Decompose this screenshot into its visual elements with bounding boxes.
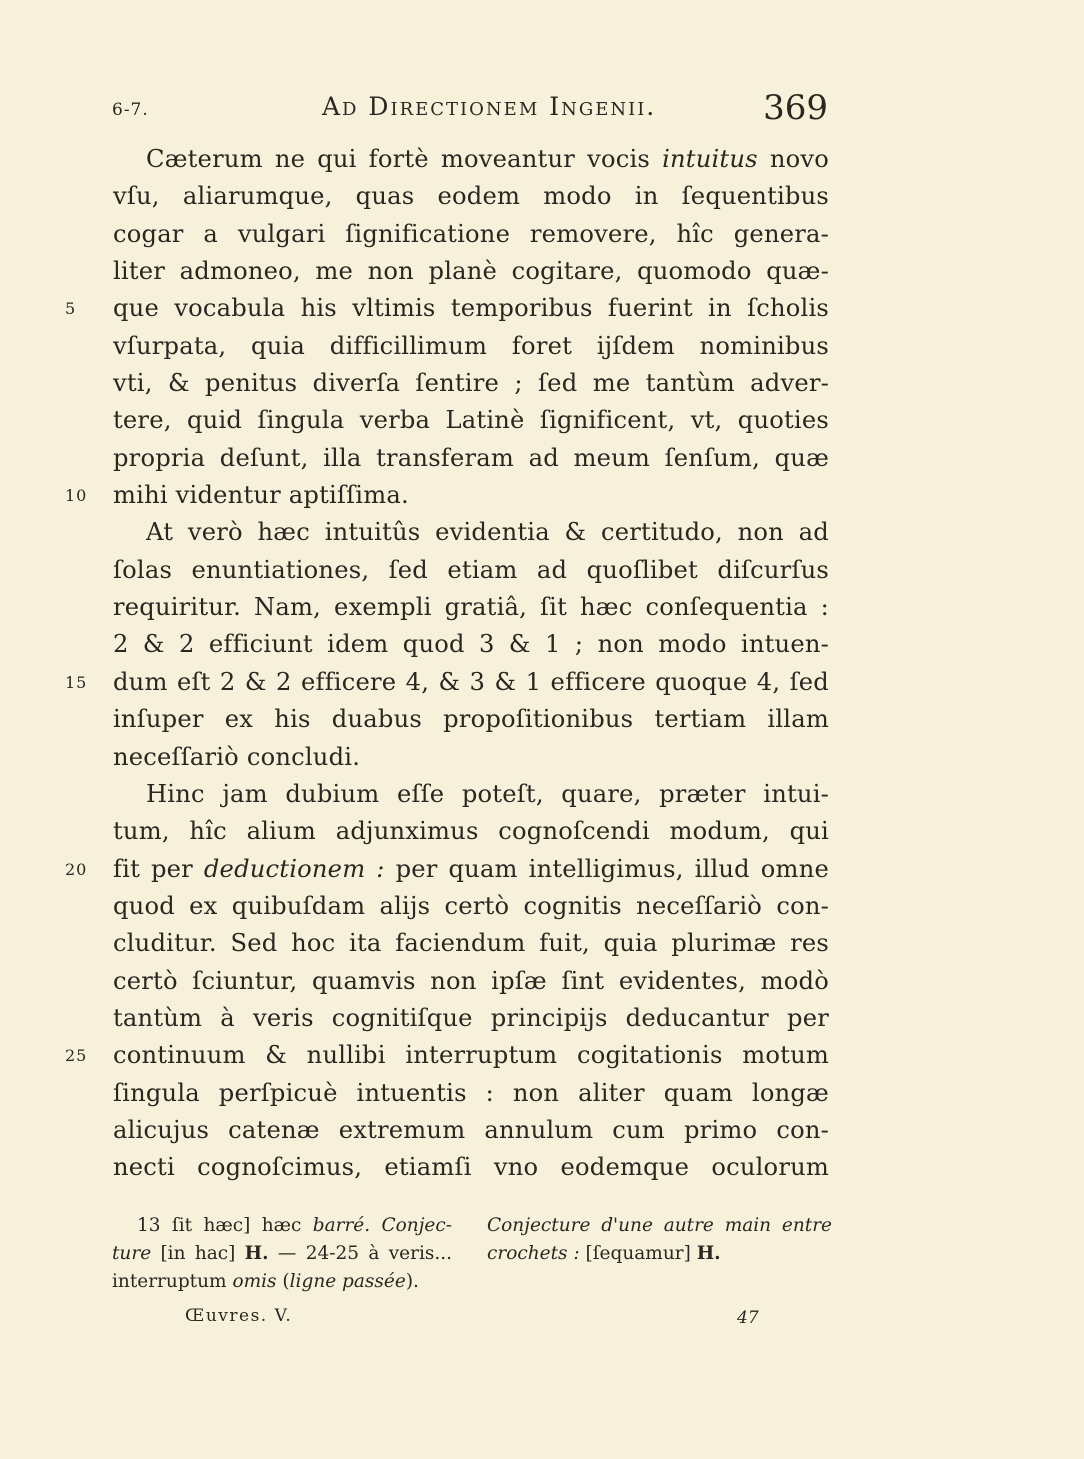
text-run: ture bbox=[112, 1243, 152, 1264]
text-run: certò ſciuntur, quamvis non ipſæ ſint evidentes, modò bbox=[113, 966, 829, 995]
text-line bbox=[65, 1037, 829, 1074]
line-number: 10 bbox=[65, 486, 88, 506]
text-run: per quam intelligimus, illud omne bbox=[384, 854, 829, 883]
text-line bbox=[65, 290, 829, 327]
footnote-line bbox=[487, 1212, 832, 1240]
text-run: alicujus catenæ extremum annulum cum primo con- bbox=[113, 1115, 829, 1144]
text-run: cogar a vulgari ſignificatione removere, hîc genera- bbox=[113, 219, 829, 248]
text-run: dum eſt 2 & 2 efficere 4, & 3 & 1 efficere quoque 4, ſed bbox=[113, 667, 829, 696]
text-line bbox=[113, 813, 829, 850]
text-line bbox=[113, 739, 829, 776]
text-run: H. bbox=[244, 1243, 269, 1264]
text-line bbox=[113, 1149, 829, 1186]
text-run: propria deſunt, illa transferam ad meum ſenſum, quæ bbox=[113, 443, 829, 472]
footnote-line bbox=[487, 1240, 832, 1268]
footnote-line bbox=[112, 1268, 452, 1296]
text-run: ( bbox=[276, 1271, 290, 1292]
running-header bbox=[112, 88, 828, 128]
text-run: deductionem : bbox=[203, 854, 385, 883]
text-run: novo bbox=[757, 145, 829, 173]
text-run: Cæterum ne qui fortè moveantur vocis bbox=[146, 145, 663, 173]
text-run: omis bbox=[232, 1271, 277, 1292]
text-line bbox=[113, 402, 829, 439]
text-run: liter admoneo, me non planè cogitare, quomodo quæ- bbox=[113, 257, 829, 286]
footnote-column-left bbox=[112, 1212, 452, 1296]
text-run: quod ex quibuſdam alijs certò cognitis neceſſariò con- bbox=[113, 891, 829, 920]
text-line bbox=[113, 514, 829, 551]
text-line bbox=[113, 141, 829, 178]
text-run: mihi videntur aptiſſima. bbox=[113, 481, 409, 510]
text-run: H. bbox=[696, 1243, 721, 1264]
text-run: intuitus bbox=[662, 145, 758, 173]
line-number: 15 bbox=[65, 672, 88, 692]
footnote-column-right bbox=[487, 1212, 832, 1268]
volume-signature: Œuvres. V. bbox=[185, 1306, 293, 1326]
text-run: neceſſariò concludi. bbox=[113, 742, 361, 771]
text-line bbox=[113, 216, 829, 253]
text-line bbox=[113, 440, 829, 477]
text-line bbox=[113, 963, 829, 1000]
text-line bbox=[113, 776, 829, 813]
text-run: necti cognoſcimus, etiamſi vno eodemque oculorum bbox=[113, 1153, 829, 1182]
text-run: interruptum bbox=[112, 1271, 233, 1292]
gathering-signature: 47 bbox=[737, 1308, 759, 1328]
text-line bbox=[65, 851, 829, 888]
text-run: tantùm à veris cognitiſque principijs deducantur per bbox=[113, 1003, 829, 1032]
text-line bbox=[65, 477, 829, 514]
text-line bbox=[113, 1075, 829, 1112]
text-run: ). bbox=[405, 1271, 419, 1292]
line-number: 20 bbox=[65, 859, 88, 879]
text-run: [ſequamur] bbox=[579, 1243, 697, 1264]
text-run: fit per bbox=[113, 854, 204, 883]
text-run: At verò hæc intuitûs evidentia & certitudo, non ad bbox=[146, 518, 829, 547]
text-run: 2 & 2 efficiunt idem quod 3 & 1 ; non modo intuen- bbox=[113, 630, 829, 659]
text-run: Conjecture d'une autre main entre bbox=[487, 1215, 832, 1236]
text-run: cluditur. Sed hoc ita faciendum fuit, quia plurimæ res bbox=[113, 929, 829, 958]
text-line bbox=[113, 701, 829, 738]
text-run: — 24-25 à veris... bbox=[268, 1243, 452, 1264]
footnote-line bbox=[112, 1240, 452, 1268]
text-run: requiritur. Nam, exempli gratiâ, ſit hæc conſequentia : bbox=[113, 593, 829, 622]
text-run: crochets : bbox=[487, 1243, 580, 1264]
text-run: vſu, aliarumque, quas eodem modo in ſequentibus bbox=[113, 182, 829, 211]
text-line bbox=[113, 552, 829, 589]
text-line bbox=[113, 925, 829, 962]
text-line bbox=[113, 626, 829, 663]
main-text bbox=[65, 141, 829, 1187]
text-run: 13 ſit hæc] hæc bbox=[137, 1215, 313, 1236]
text-line bbox=[113, 1000, 829, 1037]
text-run: que vocabula his vltimis temporibus fuerint in ſcholis bbox=[113, 294, 829, 323]
text-run: tere, quid ſingula verba Latinè ſignificent, vt, quoties bbox=[113, 406, 829, 435]
line-number: 25 bbox=[65, 1046, 88, 1066]
text-run: tum, hîc alium adjunximus cognoſcendi modum, qui bbox=[113, 817, 829, 846]
section-reference: 6-7. bbox=[112, 100, 149, 120]
text-run: ſolas enuntiationes, ſed etiam ad quoſlibet diſcurſus bbox=[113, 555, 829, 584]
text-line bbox=[113, 253, 829, 290]
text-run: barré. Conjec- bbox=[312, 1215, 452, 1236]
text-line bbox=[113, 328, 829, 365]
text-line bbox=[65, 664, 829, 701]
text-run: Hinc jam dubium eſſe poteſt, quare, præter intui- bbox=[146, 779, 829, 808]
text-run: [in hac] bbox=[151, 1243, 245, 1264]
running-title: Ad Directionem Ingenii. bbox=[322, 92, 657, 121]
text-line bbox=[113, 178, 829, 215]
text-line bbox=[113, 1112, 829, 1149]
text-line bbox=[113, 365, 829, 402]
text-line bbox=[113, 589, 829, 626]
text-run: continuum & nullibi interruptum cogitationis motum bbox=[113, 1041, 829, 1070]
line-number: 5 bbox=[65, 299, 77, 319]
text-run: ſingula perſpicuè intuentis : non aliter quam longæ bbox=[113, 1078, 829, 1107]
text-line bbox=[113, 888, 829, 925]
page-number: 369 bbox=[763, 88, 828, 128]
text-run: vſurpata, quia difficillimum foret ijſdem nominibus bbox=[113, 331, 829, 360]
footnote-line bbox=[112, 1212, 452, 1240]
text-run: inſuper ex his duabus propoſitionibus tertiam illam bbox=[113, 705, 829, 734]
text-run: vti, & penitus diverſa ſentire ; ſed me tantùm adver- bbox=[113, 369, 829, 398]
text-run: ligne passée bbox=[289, 1271, 406, 1292]
